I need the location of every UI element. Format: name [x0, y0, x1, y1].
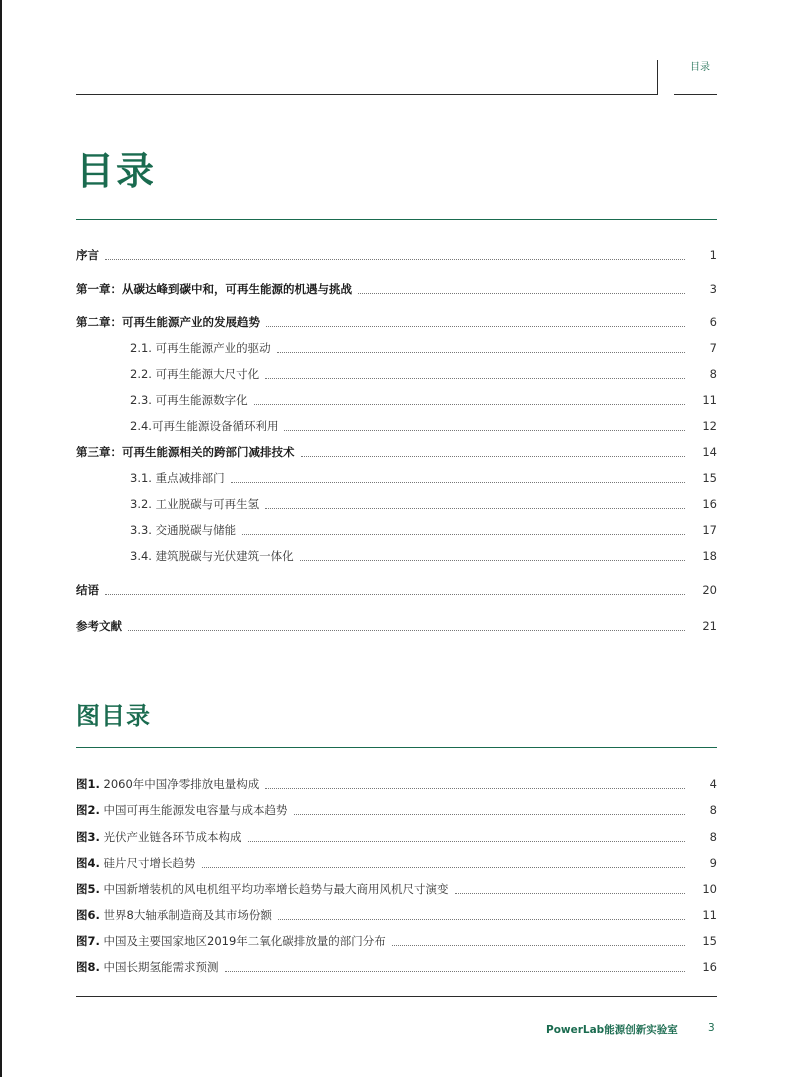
toc-entry-label: 参考文献 — [76, 619, 122, 633]
figure-entry[interactable] — [76, 774, 717, 794]
toc-title: 目录 — [76, 149, 157, 193]
toc-entry-page: 15 — [702, 471, 717, 485]
toc-entry-page: 1 — [709, 248, 717, 262]
toc-leader — [392, 945, 685, 946]
toc-entry-page: 21 — [702, 619, 717, 633]
toc-entry-page: 16 — [702, 497, 717, 511]
figure-page: 10 — [702, 882, 717, 896]
toc-entry-page: 20 — [702, 583, 717, 597]
toc-leader — [128, 630, 685, 631]
figure-number: 图6. — [76, 908, 100, 922]
page-edge-rule — [0, 0, 2, 1077]
page-number: 3 — [708, 1022, 715, 1034]
figure-page: 8 — [709, 803, 717, 817]
figure-caption: 光伏产业链各环节成本构成 — [99, 830, 242, 844]
toc-entry[interactable] — [76, 546, 717, 566]
toc-entry[interactable] — [76, 580, 717, 600]
toc-entry-label: 2.4.可再生能源设备循环利用 — [130, 419, 279, 433]
figure-entry[interactable] — [76, 931, 717, 951]
toc-entry-page: 7 — [709, 341, 717, 355]
toc-leader — [265, 378, 685, 379]
figure-page: 11 — [702, 908, 717, 922]
toc-leader — [202, 867, 685, 868]
toc-entry-label: 3.3. 交通脱碳与储能 — [130, 523, 237, 537]
header-rule — [76, 94, 658, 95]
toc-entry-label: 3.2. 工业脱碳与可再生氢 — [130, 497, 260, 511]
toc-entry[interactable] — [76, 279, 717, 299]
toc-entry-label: 第一章：从碳达峰到碳中和，可再生能源的机遇与挑战 — [76, 282, 352, 296]
figure-caption: 2060年中国净零排放电量构成 — [99, 777, 260, 791]
toc-leader — [265, 508, 685, 509]
toc-entry-label: 2.1. 可再生能源产业的驱动 — [130, 341, 271, 355]
toc-entry-label: 结语 — [76, 583, 99, 597]
figure-number: 图7. — [76, 934, 100, 948]
toc-entry-page: 11 — [702, 393, 717, 407]
toc-entry-label: 2.2. 可再生能源大尺寸化 — [130, 367, 260, 381]
toc-leader — [455, 893, 685, 894]
figure-entry[interactable] — [76, 827, 717, 847]
toc-entry-label: 2.3. 可再生能源数字化 — [130, 393, 248, 407]
toc-leader — [231, 482, 685, 483]
toc-leader — [225, 971, 685, 972]
figure-number: 图2. — [76, 803, 100, 817]
footer-rule — [76, 996, 717, 997]
figure-number: 图4. — [76, 856, 100, 870]
toc-entry-page: 18 — [702, 549, 717, 563]
toc-leader — [278, 919, 685, 920]
toc-leader — [294, 814, 685, 815]
toc-entry-label: 3.1. 重点减排部门 — [130, 471, 225, 485]
figure-entry[interactable] — [76, 879, 717, 899]
figure-caption: 中国及主要国家地区2019年二氧化碳排放量的部门分布 — [99, 934, 386, 948]
header-section-label: 目录 — [690, 62, 710, 73]
figure-number: 图1. — [76, 777, 100, 791]
toc-entry-label: 序言 — [76, 248, 99, 262]
toc-entry-page: 17 — [702, 523, 717, 537]
toc-leader — [254, 404, 685, 405]
figure-entry[interactable] — [76, 800, 717, 820]
toc-entry[interactable] — [76, 312, 717, 332]
toc-leader — [358, 293, 685, 294]
figure-page: 4 — [709, 777, 717, 791]
toc-leader — [265, 788, 685, 789]
toc-entry-page: 3 — [709, 282, 717, 296]
figure-caption: 世界8大轴承制造商及其市场份额 — [99, 908, 272, 922]
figure-number: 图3. — [76, 830, 100, 844]
figure-number: 图5. — [76, 882, 100, 896]
figure-page: 9 — [709, 856, 717, 870]
toc-title-rule — [76, 219, 717, 220]
toc-entry-label: 第二章：可再生能源产业的发展趋势 — [76, 315, 260, 329]
toc-leader — [242, 534, 685, 535]
toc-entry-label: 第三章：可再生能源相关的跨部门减排技术 — [76, 445, 295, 459]
toc-leader — [277, 352, 685, 353]
figure-caption: 硅片尺寸增长趋势 — [99, 856, 196, 870]
toc-entry[interactable] — [76, 468, 717, 488]
toc-entry[interactable] — [76, 245, 717, 265]
figure-entry[interactable] — [76, 853, 717, 873]
toc-entry-label: 3.4. 建筑脱碳与光伏建筑一体化 — [130, 549, 294, 563]
toc-entry[interactable] — [76, 364, 717, 384]
figure-entry[interactable] — [76, 957, 717, 977]
footer-brand: PowerLab能源创新实验室 — [546, 1024, 678, 1036]
header-rule-short — [674, 94, 717, 95]
figure-caption: 中国长期氢能需求预测 — [99, 960, 219, 974]
toc-leader — [248, 841, 685, 842]
figure-caption: 中国可再生能源发电容量与成本趋势 — [99, 803, 288, 817]
toc-entry[interactable] — [76, 338, 717, 358]
toc-entry[interactable] — [76, 494, 717, 514]
figure-page: 8 — [709, 830, 717, 844]
figure-entry[interactable] — [76, 905, 717, 925]
toc-entry-page: 6 — [709, 315, 717, 329]
toc-entry[interactable] — [76, 416, 717, 436]
toc-entry-page: 14 — [702, 445, 717, 459]
header-divider — [657, 60, 658, 95]
toc-leader — [105, 594, 685, 595]
figures-title-rule — [76, 747, 717, 748]
figures-title: 图目录 — [76, 702, 151, 730]
toc-entry[interactable] — [76, 520, 717, 540]
toc-entry[interactable] — [76, 616, 717, 636]
toc-entry-page: 8 — [709, 367, 717, 381]
figure-caption: 中国新增装机的风电机组平均功率增长趋势与最大商用风机尺寸演变 — [99, 882, 449, 896]
figure-number: 图8. — [76, 960, 100, 974]
toc-entry[interactable] — [76, 442, 717, 462]
toc-leader — [105, 259, 685, 260]
toc-leader — [284, 430, 685, 431]
toc-entry-page: 12 — [702, 419, 717, 433]
toc-leader — [301, 456, 686, 457]
figure-page: 16 — [702, 960, 717, 974]
figure-page: 15 — [702, 934, 717, 948]
toc-leader — [300, 560, 685, 561]
toc-leader — [266, 326, 685, 327]
toc-entry[interactable] — [76, 390, 717, 410]
